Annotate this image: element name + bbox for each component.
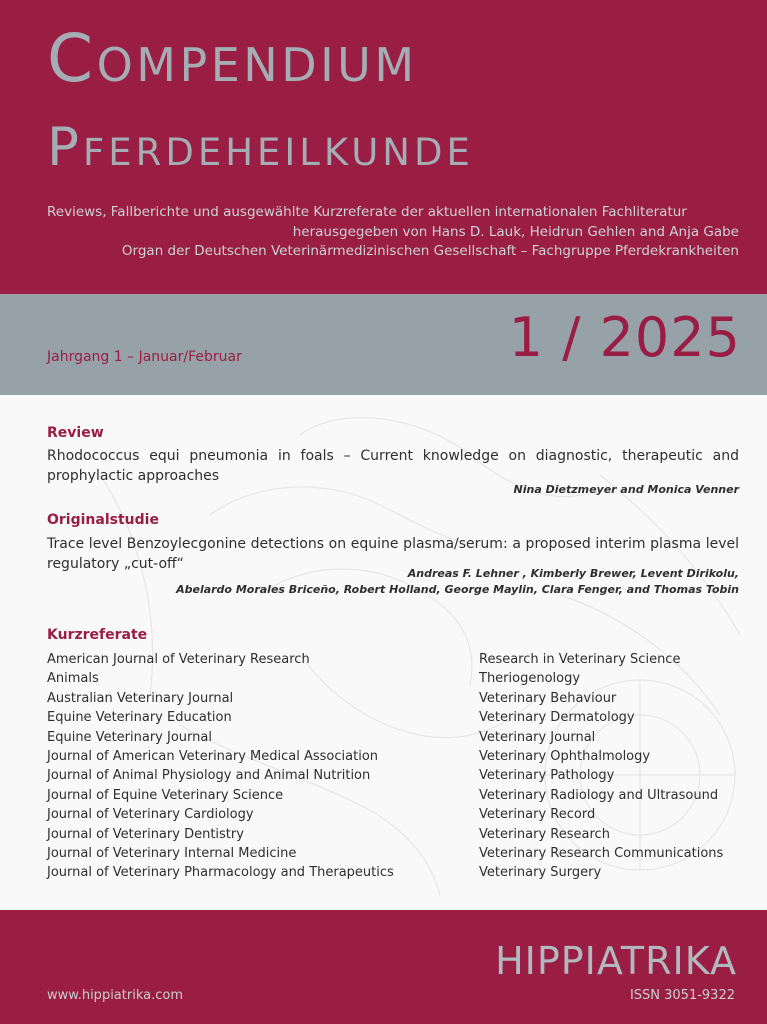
original-study-authors-line2: Abelardo Morales Briceño, Robert Holland, George Maylin, Clara Fenger, and Thomas Tobin [176, 583, 739, 596]
journal-list-item: Veterinary Pathology [479, 768, 615, 784]
journal-list-item: Journal of Veterinary Cardiology [47, 807, 254, 823]
journal-list-right [479, 650, 723, 883]
review-heading: Review [47, 425, 104, 441]
journal-list-item: Veterinary Dermatology [479, 710, 635, 726]
journal-list-item: Equine Veterinary Journal [47, 729, 212, 745]
journal-list-item: Journal of Equine Veterinary Science [47, 787, 284, 803]
journal-list-item: Animals [47, 671, 99, 687]
volume-label: Jahrgang 1 – Januar/Februar [47, 349, 242, 365]
kurzreferate-heading: Kurzreferate [47, 627, 148, 643]
journal-list-item: Veterinary Record [479, 807, 596, 823]
website-link[interactable]: www.hippiatrika.com [47, 988, 183, 1003]
journal-list-left [47, 650, 394, 883]
journal-subtitle [47, 203, 739, 262]
subtitle-line: Reviews, Fallberichte und ausgewählte Kurzreferate der aktuellen internationalen Fachliteratur [47, 204, 687, 220]
journal-list-item: Veterinary Ophthalmology [479, 749, 651, 765]
journal-list-item: Veterinary Journal [479, 729, 596, 745]
journal-list-item: Veterinary Radiology and Ultrasound [479, 787, 719, 803]
subtitle-line: Organ der Deutschen Veterinärmedizinischen Gesellschaft – Fachgruppe Pferdekrankheiten [121, 243, 739, 259]
journal-list-item: Journal of Animal Physiology and Animal Nutrition [47, 768, 371, 784]
journal-list-item: American Journal of Veterinary Research [47, 652, 310, 667]
original-study-title[interactable]: Trace level Benzoylecgonine detections on equine plasma/serum: a proposed interim plasma level regulatory „cut-off“ [47, 536, 739, 572]
original-study-heading: Originalstudie [47, 512, 159, 528]
journal-list-item: Veterinary Research [479, 826, 610, 842]
journal-list-item: Theriogenology [479, 671, 581, 687]
journal-list-item: Australian Veterinary Journal [47, 690, 234, 706]
journal-list-item: Journal of Veterinary Pharmacology and Therapeutics [47, 865, 394, 881]
journal-list-item: Journal of American Veterinary Medical Association [47, 749, 379, 765]
journal-list-item: Journal of Veterinary Dentistry [47, 826, 244, 842]
journal-list-item: Journal of Veterinary Internal Medicine [47, 846, 297, 862]
issn-label: ISSN 3051-9322 [629, 988, 735, 1003]
journal-list-item: Veterinary Surgery [479, 865, 602, 881]
original-study-authors-line1: Andreas F. Lehner , Kimberly Brewer, Levent Dirikolu, [407, 567, 739, 580]
journal-list-item: Research in Veterinary Science [479, 652, 681, 667]
publisher-logo: HIPPIATRIKA [495, 939, 737, 983]
journal-list-item: Veterinary Behaviour [479, 690, 617, 706]
issue-number: 1 / 2025 [508, 306, 741, 369]
journal-title-line1: Compendium [47, 20, 418, 97]
journal-list-item: Veterinary Research Communications [479, 846, 724, 862]
subtitle-line: herausgegeben von Hans D. Lauk, Heidrun Gehlen and Anja Gabe [292, 223, 739, 240]
journal-title-line2: Pferdeheilkunde [47, 117, 474, 178]
journal-list-item: Equine Veterinary Education [47, 710, 232, 726]
review-authors: Nina Dietzmeyer and Monica Venner [513, 483, 739, 496]
review-article-title[interactable]: Rhodococcus equi pneumonia in foals – Current knowledge on diagnostic, therapeutic and prophylactic approaches [47, 448, 739, 484]
top-banner [0, 0, 767, 294]
